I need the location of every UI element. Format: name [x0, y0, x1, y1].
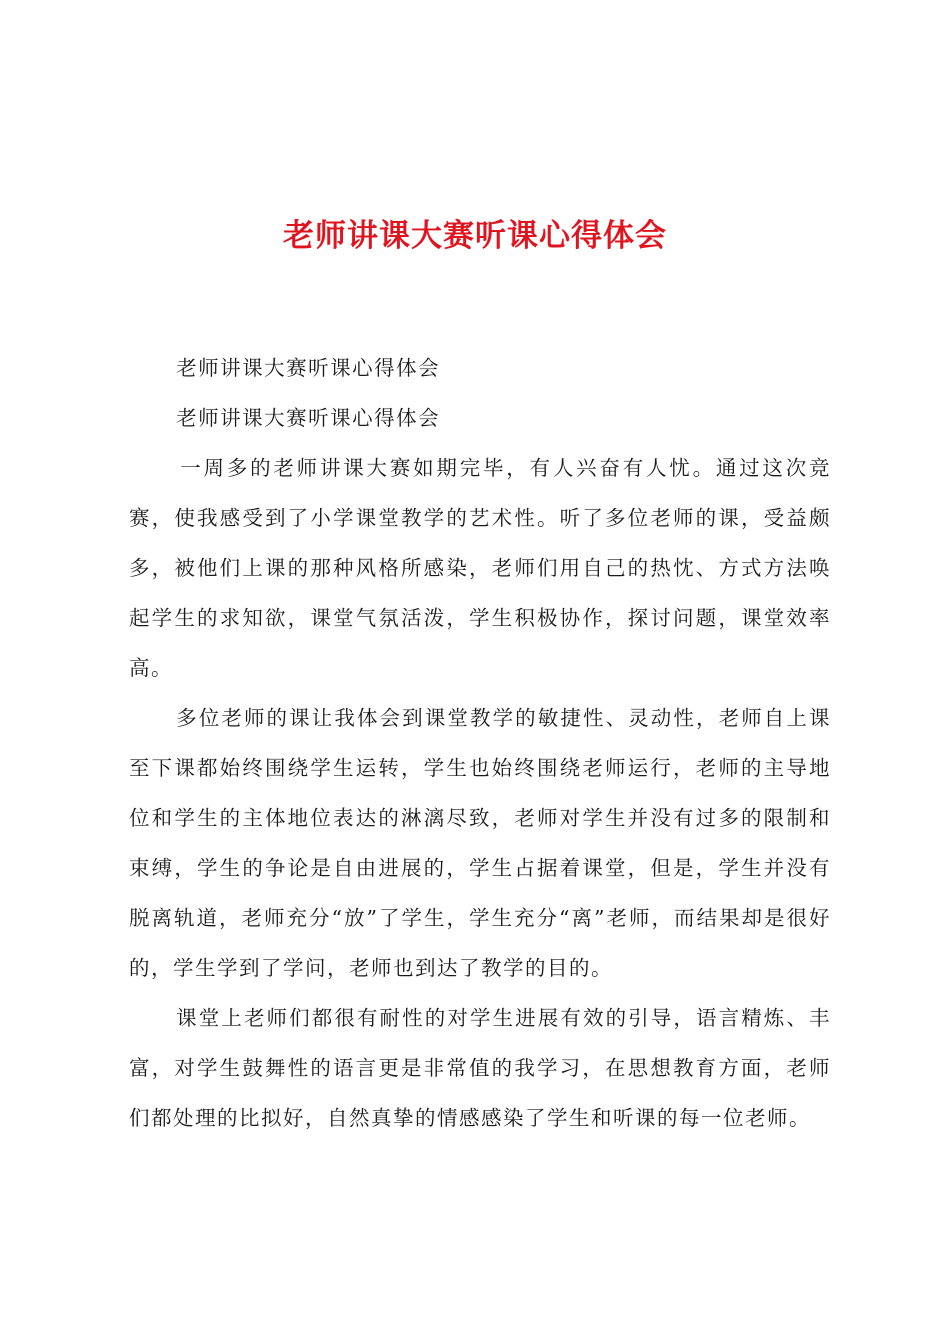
body-paragraph: 老师讲课大赛听课心得体会: [176, 356, 441, 380]
document-title: 老师讲课大赛听课心得体会: [283, 218, 667, 254]
body-paragraph: 课堂上老师们都很有耐性的对学生进展有效的引导，语言精炼、丰富，对学生鼓舞性的语言更是非常值的我学习，在思想教育方面，老师们都处理的比拟好，自然真挚的情感感染了学生和听课的每一位老师。: [129, 1006, 831, 1130]
body-paragraph: 老师讲课大赛听课心得体会: [176, 406, 441, 430]
body-paragraph: 多位老师的课让我体会到课堂教学的敏捷性、灵动性，老师自上课至下课都始终围绕学生运转，学生也始终围绕老师运行，老师的主导地位和学生的主体地位表达的淋漓尽致，老师对学生并没有过多的限制和束缚，学生的争论是自由进展的，学生占据着课堂，但是，学生并没有脱离轨道，老师充分“放”了学生，学生充分“离”老师，而结果却是很好的，学生学到了学问，老师也到达了教学的目的。: [129, 706, 831, 980]
body-paragraph: 一周多的老师讲课大赛如期完毕，有人兴奋有人忧。通过这次竞赛，使我感受到了小学课堂教学的艺术性。听了多位老师的课，受益颇多，被他们上课的那种风格所感染，老师们用自己的热忱、方式方法唤起学生的求知欲，课堂气氛活泼，学生积极协作，探讨问题，课堂效率高。: [129, 456, 831, 680]
document-body: [129, 343, 831, 1143]
